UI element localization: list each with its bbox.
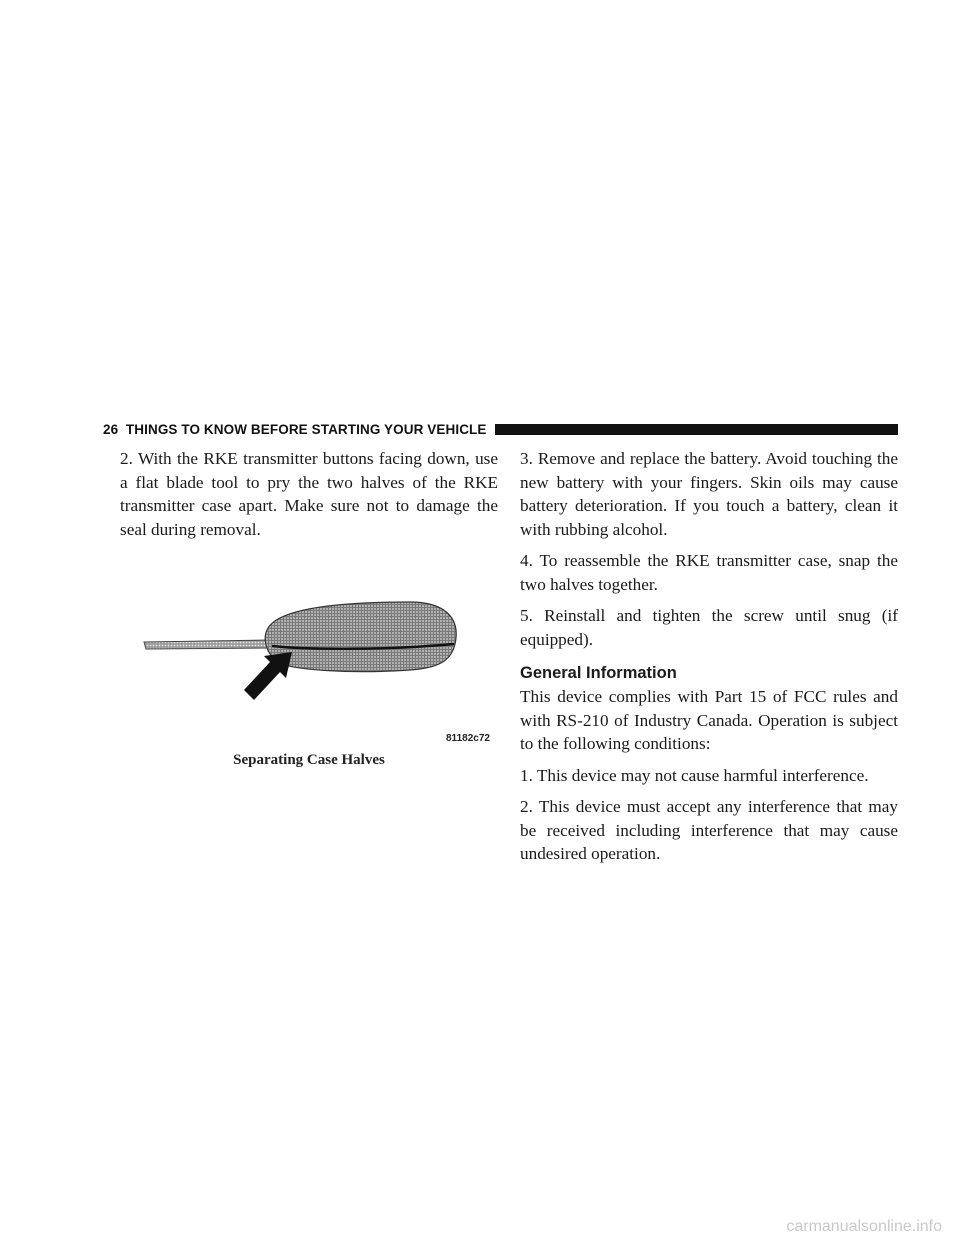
header-rule <box>495 424 899 435</box>
step-2: 2. With the RKE transmitter buttons facing down, use a flat blade tool to pry the two halves of the RKE transmitter case apart. Make sure not to damage the seal during removal. <box>120 449 498 539</box>
left-column <box>120 447 498 549</box>
step-5: 5. Reinstall and tighten the screw until snug (if equipped). <box>520 606 898 649</box>
page-number: 26 <box>103 421 119 437</box>
condition-2: 2. This device must accept any interference that may be received including interference that may cause undesired operation. <box>520 797 898 863</box>
step-3: 3. Remove and replace the battery. Avoid touching the new battery with your fingers. Skin oils may cause battery deterioration. If you touch a battery, clean it with rubbing alcohol. <box>520 449 898 539</box>
condition-1: 1. This device may not cause harmful interference. <box>520 765 869 785</box>
figure-caption: Separating Case Halves <box>233 752 385 768</box>
figure-code: 81182c72 <box>446 733 490 744</box>
site-watermark: carmanualsonline.info <box>786 1218 942 1235</box>
right-column <box>520 447 898 874</box>
key-fob-drawing <box>140 590 480 740</box>
section-heading: General Information <box>520 664 677 682</box>
fcc-intro: This device complies with Part 15 of FCC rules and with RS-210 of Industry Canada. Operation is subject to the following conditions: <box>520 687 898 753</box>
key-fob-illustration <box>140 590 480 740</box>
header-text <box>103 422 487 437</box>
page-header <box>103 420 898 438</box>
chapter-title: THINGS TO KNOW BEFORE STARTING YOUR VEHICLE <box>125 421 487 437</box>
step-4: 4. To reassemble the RKE transmitter case, snap the two halves together. <box>520 551 898 594</box>
